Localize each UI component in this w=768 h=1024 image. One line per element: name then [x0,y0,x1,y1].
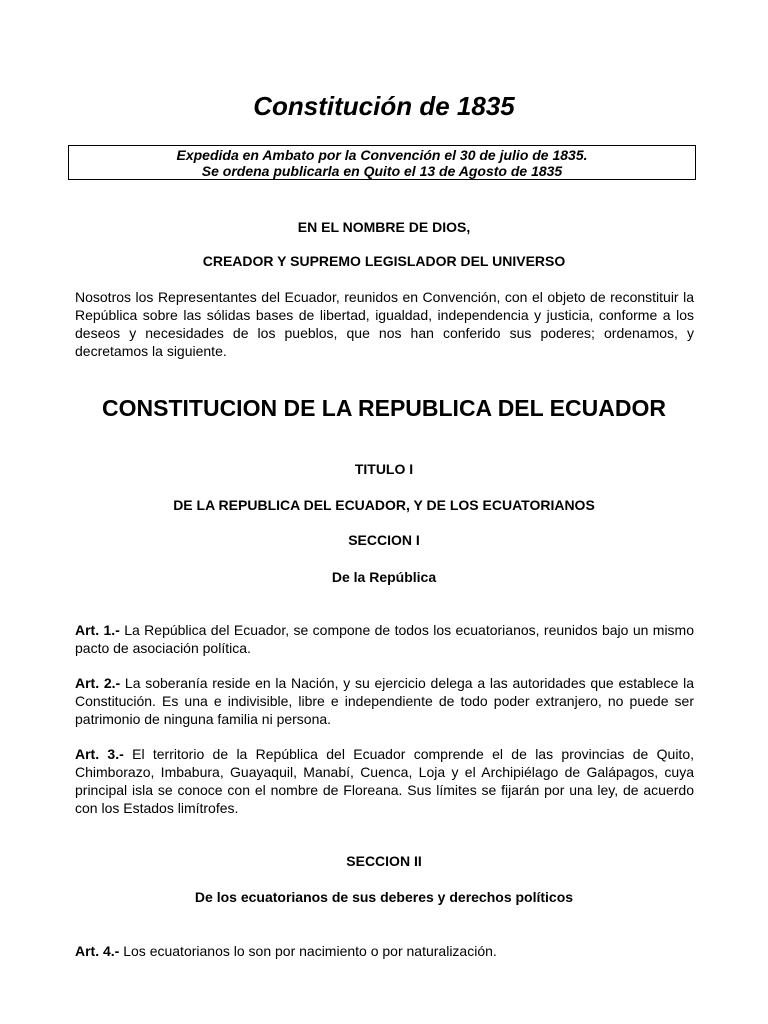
article-3-label: Art. 3.- [75,746,124,762]
section-2-subtitle: De los ecuatorianos de sus deberes y derechos políticos [194,889,574,905]
article-3-text: El territorio de la República del Ecuador comprende el de las provincias de Quito, Chimborazo, Imbabura, Guayaquil, Manabí, Cuenca, Loja y el Archipiélago de Galápagos, cuya principal isla se conoce con el nombre de Floreana. Sus límites se fijarán por una ley, de acuerdo con los Estados limítrofes. [75,746,695,816]
document-title: Constitución de 1835 [253,91,515,121]
article-1-text: La República del Ecuador, se compone de todos los ecuatorianos, reunidos bajo un mismo pacto de asociación política. [75,622,695,656]
issuance-line-2: Se ordena publicarla en Quito el 13 de Agosto de 1835 [201,163,563,179]
invocation-line-2: CREADOR Y SUPREMO LEGISLADOR DEL UNIVERSO [202,253,566,269]
main-heading: CONSTITUCION DE LA REPUBLICA DEL ECUADOR [102,395,666,421]
section-1-heading: SECCION I [348,532,420,548]
invocation-line-1: EN EL NOMBRE DE DIOS, [297,219,471,235]
article-4 [75,942,694,960]
article-1-label: Art. 1.- [75,622,120,638]
section-2-heading: SECCION II [346,853,422,869]
issuance-box [68,145,696,180]
article-1 [75,621,694,657]
issuance-line-1: Expedida en Ambato por la Convención el 30 de julio de 1835. [176,147,588,163]
article-2-label: Art. 2.- [75,675,121,691]
article-2 [75,674,694,728]
article-4-label: Art. 4.- [75,943,120,959]
titulo-subtitle: DE LA REPUBLICA DEL ECUADOR, Y DE LOS ECUATORIANOS [173,497,595,513]
article-4-text: Los ecuatorianos lo son por nacimiento o por naturalización. [123,943,497,959]
section-1-subtitle: De la República [331,569,437,585]
article-3 [75,745,694,817]
titulo-heading: TITULO I [354,461,414,477]
preamble-paragraph: Nosotros los Representantes del Ecuador, reunidos en Convención, con el objeto de reconstituir la República sobre las sólidas bases de libertad, igualdad, independencia y justicia, conforme a los deseos y necesidades de los pueblos, que nos han conferido sus poderes; ordenamos, y decretamos la siguiente. [75,289,694,359]
article-2-text: La soberanía reside en la Nación, y su ejercicio delega a las autoridades que establece la Constitución. Es una e indivisible, libre e independiente de todo poder extranjero, no puede ser patrimonio de ninguna familia ni persona. [75,675,695,727]
